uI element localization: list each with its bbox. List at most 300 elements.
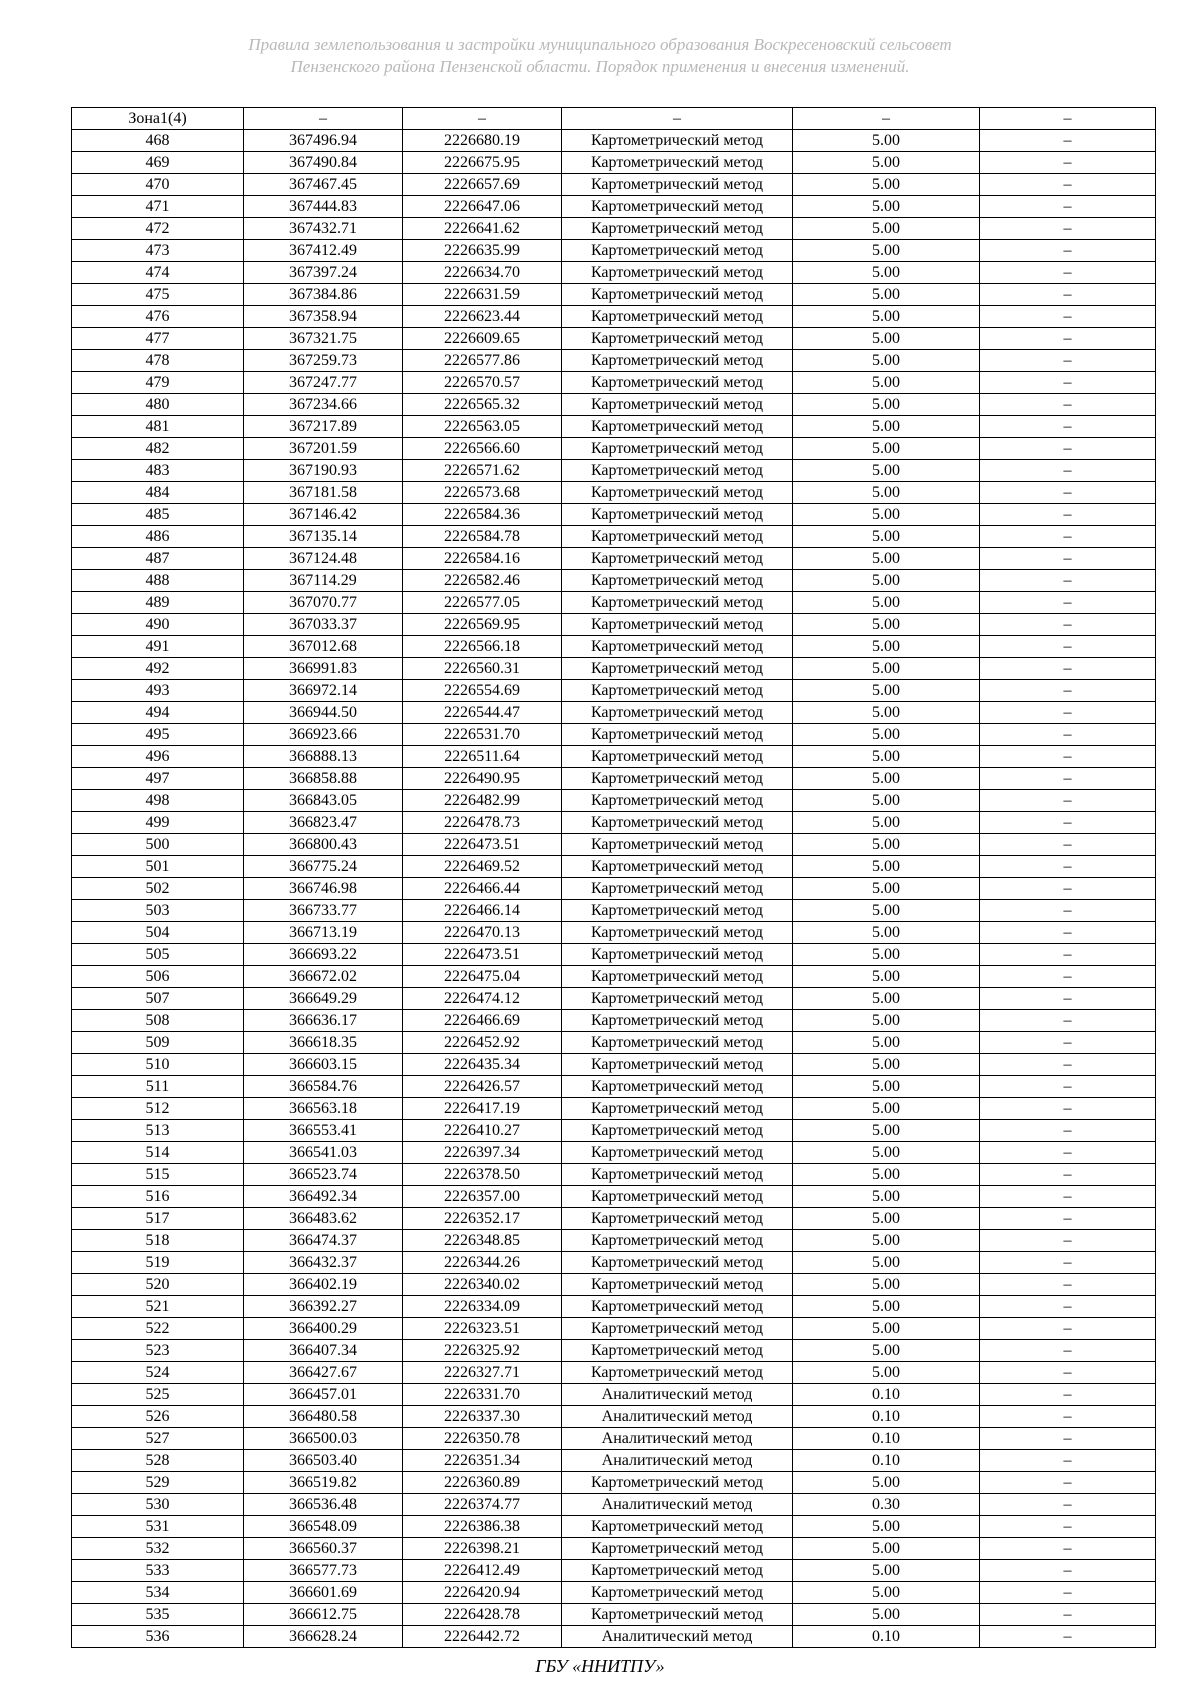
y-coordinate-cell: 2226470.13 — [403, 922, 562, 944]
y-coordinate-cell: 2226675.95 — [403, 152, 562, 174]
point-number-cell: 483 — [72, 460, 244, 482]
table-row — [72, 900, 1156, 922]
accuracy-cell: 5.00 — [793, 1208, 980, 1230]
x-coordinate-cell: 367033.37 — [244, 614, 403, 636]
accuracy-cell: 5.00 — [793, 1252, 980, 1274]
point-number-cell: 517 — [72, 1208, 244, 1230]
description-cell: – — [980, 1208, 1156, 1230]
method-cell: Картометрический метод — [562, 438, 793, 460]
table-row — [72, 1450, 1156, 1472]
accuracy-cell: – — [793, 108, 980, 130]
x-coordinate-cell: 367114.29 — [244, 570, 403, 592]
description-cell: – — [980, 724, 1156, 746]
point-number-cell: 494 — [72, 702, 244, 724]
accuracy-cell: 5.00 — [793, 328, 980, 350]
description-cell: – — [980, 1582, 1156, 1604]
point-number-cell: 472 — [72, 218, 244, 240]
method-cell: Картометрический метод — [562, 592, 793, 614]
point-number-cell: 505 — [72, 944, 244, 966]
x-coordinate-cell: 366775.24 — [244, 856, 403, 878]
x-coordinate-cell: 366603.15 — [244, 1054, 403, 1076]
point-number-cell: 506 — [72, 966, 244, 988]
description-cell: – — [980, 306, 1156, 328]
table-row — [72, 196, 1156, 218]
y-coordinate-cell: 2226544.47 — [403, 702, 562, 724]
x-coordinate-cell: 367412.49 — [244, 240, 403, 262]
method-cell: Картометрический метод — [562, 1538, 793, 1560]
table-row — [72, 768, 1156, 790]
accuracy-cell: 5.00 — [793, 746, 980, 768]
x-coordinate-cell: 367397.24 — [244, 262, 403, 284]
method-cell: Картометрический метод — [562, 196, 793, 218]
header-line-1: Правила землепользования и застройки муниципального образования Воскресеновский сельсовет — [248, 35, 952, 54]
method-cell: Картометрический метод — [562, 240, 793, 262]
description-cell: – — [980, 526, 1156, 548]
table-row — [72, 1362, 1156, 1384]
y-coordinate-cell: 2226641.62 — [403, 218, 562, 240]
description-cell: – — [980, 1296, 1156, 1318]
table-row — [72, 1472, 1156, 1494]
description-cell: – — [980, 284, 1156, 306]
description-cell: – — [980, 636, 1156, 658]
accuracy-cell: 5.00 — [793, 504, 980, 526]
x-coordinate-cell: 366713.19 — [244, 922, 403, 944]
method-cell: Картометрический метод — [562, 966, 793, 988]
method-cell: Картометрический метод — [562, 614, 793, 636]
table-row — [72, 350, 1156, 372]
y-coordinate-cell: 2226623.44 — [403, 306, 562, 328]
method-cell: Аналитический метод — [562, 1450, 793, 1472]
point-number-cell: 492 — [72, 658, 244, 680]
point-number-cell: 535 — [72, 1604, 244, 1626]
method-cell: Картометрический метод — [562, 1274, 793, 1296]
accuracy-cell: 5.00 — [793, 636, 980, 658]
table-row — [72, 1582, 1156, 1604]
method-cell: Картометрический метод — [562, 702, 793, 724]
accuracy-cell: 5.00 — [793, 988, 980, 1010]
point-number-cell: 532 — [72, 1538, 244, 1560]
table-row — [72, 394, 1156, 416]
method-cell: Картометрический метод — [562, 328, 793, 350]
x-coordinate-cell: 366541.03 — [244, 1142, 403, 1164]
accuracy-cell: 5.00 — [793, 614, 980, 636]
description-cell: – — [980, 548, 1156, 570]
accuracy-cell: 5.00 — [793, 1010, 980, 1032]
table-row — [72, 1560, 1156, 1582]
point-number-cell: 503 — [72, 900, 244, 922]
x-coordinate-cell: 366474.37 — [244, 1230, 403, 1252]
accuracy-cell: 5.00 — [793, 1318, 980, 1340]
table-row — [72, 1406, 1156, 1428]
y-coordinate-cell: 2226417.19 — [403, 1098, 562, 1120]
point-number-cell: 528 — [72, 1450, 244, 1472]
x-coordinate-cell: 367384.86 — [244, 284, 403, 306]
description-cell: – — [980, 1186, 1156, 1208]
table-row — [72, 1142, 1156, 1164]
point-number-cell: 476 — [72, 306, 244, 328]
point-number-cell: 484 — [72, 482, 244, 504]
point-number-cell: 531 — [72, 1516, 244, 1538]
point-number-cell: 486 — [72, 526, 244, 548]
method-cell: Картометрический метод — [562, 922, 793, 944]
method-cell: Картометрический метод — [562, 1142, 793, 1164]
x-coordinate-cell: 366823.47 — [244, 812, 403, 834]
x-coordinate-cell: 367135.14 — [244, 526, 403, 548]
y-coordinate-cell: 2226378.50 — [403, 1164, 562, 1186]
method-cell: Картометрический метод — [562, 306, 793, 328]
table-row — [72, 1428, 1156, 1450]
accuracy-cell: 5.00 — [793, 1098, 980, 1120]
table-row — [72, 306, 1156, 328]
x-coordinate-cell: 366400.29 — [244, 1318, 403, 1340]
point-number-cell: 502 — [72, 878, 244, 900]
description-cell: – — [980, 1164, 1156, 1186]
accuracy-cell: 5.00 — [793, 1120, 980, 1142]
point-number-cell: 488 — [72, 570, 244, 592]
point-number-cell: 479 — [72, 372, 244, 394]
y-coordinate-cell: 2226357.00 — [403, 1186, 562, 1208]
y-coordinate-cell: 2226584.36 — [403, 504, 562, 526]
y-coordinate-cell: 2226397.34 — [403, 1142, 562, 1164]
description-cell: – — [980, 174, 1156, 196]
point-number-cell: 499 — [72, 812, 244, 834]
accuracy-cell: 5.00 — [793, 966, 980, 988]
accuracy-cell: 5.00 — [793, 702, 980, 724]
point-number-cell: 500 — [72, 834, 244, 856]
method-cell: Картометрический метод — [562, 658, 793, 680]
table-row — [72, 1626, 1156, 1648]
method-cell: Картометрический метод — [562, 1054, 793, 1076]
accuracy-cell: 5.00 — [793, 218, 980, 240]
x-coordinate-cell: 367321.75 — [244, 328, 403, 350]
y-coordinate-cell: 2226631.59 — [403, 284, 562, 306]
y-coordinate-cell: 2226351.34 — [403, 1450, 562, 1472]
method-cell: Картометрический метод — [562, 394, 793, 416]
point-number-cell: 513 — [72, 1120, 244, 1142]
method-cell: Картометрический метод — [562, 1318, 793, 1340]
method-cell: Картометрический метод — [562, 504, 793, 526]
table-row — [72, 790, 1156, 812]
accuracy-cell: 5.00 — [793, 196, 980, 218]
x-coordinate-cell: 366483.62 — [244, 1208, 403, 1230]
point-number-cell: 511 — [72, 1076, 244, 1098]
x-coordinate-cell: 366628.24 — [244, 1626, 403, 1648]
point-number-cell: 487 — [72, 548, 244, 570]
accuracy-cell: 5.00 — [793, 768, 980, 790]
accuracy-cell: 5.00 — [793, 1054, 980, 1076]
y-coordinate-cell: 2226442.72 — [403, 1626, 562, 1648]
point-number-cell: 516 — [72, 1186, 244, 1208]
y-coordinate-cell: 2226386.38 — [403, 1516, 562, 1538]
method-cell: Картометрический метод — [562, 152, 793, 174]
method-cell: Картометрический метод — [562, 1252, 793, 1274]
x-coordinate-cell: 366500.03 — [244, 1428, 403, 1450]
point-number-cell: 478 — [72, 350, 244, 372]
description-cell: – — [980, 482, 1156, 504]
point-number-cell: 485 — [72, 504, 244, 526]
point-number-cell: 533 — [72, 1560, 244, 1582]
method-cell: Картометрический метод — [562, 1560, 793, 1582]
accuracy-cell: 5.00 — [793, 1604, 980, 1626]
accuracy-cell: 5.00 — [793, 1472, 980, 1494]
y-coordinate-cell: 2226374.77 — [403, 1494, 562, 1516]
description-cell: – — [980, 1098, 1156, 1120]
y-coordinate-cell: 2226474.12 — [403, 988, 562, 1010]
x-coordinate-cell: 366432.37 — [244, 1252, 403, 1274]
table-row — [72, 1340, 1156, 1362]
y-coordinate-cell: 2226352.17 — [403, 1208, 562, 1230]
accuracy-cell: 5.00 — [793, 284, 980, 306]
x-coordinate-cell: 366800.43 — [244, 834, 403, 856]
method-cell: Картометрический метод — [562, 834, 793, 856]
y-coordinate-cell: 2226657.69 — [403, 174, 562, 196]
table-row — [72, 680, 1156, 702]
y-coordinate-cell: 2226565.32 — [403, 394, 562, 416]
method-cell: Картометрический метод — [562, 130, 793, 152]
y-coordinate-cell: 2226350.78 — [403, 1428, 562, 1450]
method-cell: Картометрический метод — [562, 636, 793, 658]
x-coordinate-cell: 367259.73 — [244, 350, 403, 372]
x-coordinate-cell: 366392.27 — [244, 1296, 403, 1318]
y-coordinate-cell: 2226420.94 — [403, 1582, 562, 1604]
description-cell: – — [980, 1362, 1156, 1384]
table-row — [72, 592, 1156, 614]
y-coordinate-cell: 2226473.51 — [403, 834, 562, 856]
page-footer: ГБУ «ННИТПУ» — [535, 1656, 665, 1676]
method-cell: Картометрический метод — [562, 482, 793, 504]
y-coordinate-cell: 2226634.70 — [403, 262, 562, 284]
accuracy-cell: 5.00 — [793, 1560, 980, 1582]
description-cell: – — [980, 1516, 1156, 1538]
x-coordinate-cell: 366972.14 — [244, 680, 403, 702]
point-number-cell: 520 — [72, 1274, 244, 1296]
coordinates-table-body — [72, 108, 1156, 1648]
table-row — [72, 1252, 1156, 1274]
description-cell: – — [980, 1406, 1156, 1428]
description-cell: – — [980, 328, 1156, 350]
method-cell: Картометрический метод — [562, 1516, 793, 1538]
y-coordinate-cell: 2226398.21 — [403, 1538, 562, 1560]
x-coordinate-cell: 366563.18 — [244, 1098, 403, 1120]
description-cell: – — [980, 768, 1156, 790]
description-cell: – — [980, 1274, 1156, 1296]
y-coordinate-cell: 2226584.16 — [403, 548, 562, 570]
method-cell: Аналитический метод — [562, 1428, 793, 1450]
description-cell: – — [980, 1054, 1156, 1076]
table-row — [72, 1384, 1156, 1406]
method-cell: Картометрический метод — [562, 218, 793, 240]
table-row — [72, 834, 1156, 856]
method-cell: Картометрический метод — [562, 284, 793, 306]
point-number-cell: 475 — [72, 284, 244, 306]
point-number-cell: 470 — [72, 174, 244, 196]
description-cell: – — [980, 1384, 1156, 1406]
method-cell: Картометрический метод — [562, 372, 793, 394]
description-cell: – — [980, 570, 1156, 592]
description-cell: – — [980, 1560, 1156, 1582]
point-number-cell: 509 — [72, 1032, 244, 1054]
table-row — [72, 548, 1156, 570]
table-row — [72, 878, 1156, 900]
x-coordinate-cell: 366636.17 — [244, 1010, 403, 1032]
accuracy-cell: 5.00 — [793, 1516, 980, 1538]
method-cell: Картометрический метод — [562, 812, 793, 834]
description-cell: – — [980, 922, 1156, 944]
description-cell: – — [980, 1142, 1156, 1164]
description-cell: – — [980, 944, 1156, 966]
y-coordinate-cell: 2226360.89 — [403, 1472, 562, 1494]
accuracy-cell: 5.00 — [793, 856, 980, 878]
accuracy-cell: 5.00 — [793, 944, 980, 966]
table-row — [72, 1274, 1156, 1296]
method-cell: Аналитический метод — [562, 1384, 793, 1406]
method-cell: Картометрический метод — [562, 1340, 793, 1362]
y-coordinate-cell: 2226511.64 — [403, 746, 562, 768]
accuracy-cell: 5.00 — [793, 790, 980, 812]
description-cell: – — [980, 262, 1156, 284]
x-coordinate-cell: 366923.66 — [244, 724, 403, 746]
y-coordinate-cell: 2226573.68 — [403, 482, 562, 504]
point-number-cell: 489 — [72, 592, 244, 614]
y-coordinate-cell: 2226452.92 — [403, 1032, 562, 1054]
method-cell: – — [562, 108, 793, 130]
y-coordinate-cell: 2226582.46 — [403, 570, 562, 592]
point-number-cell: 491 — [72, 636, 244, 658]
table-row — [72, 1164, 1156, 1186]
description-cell: – — [980, 834, 1156, 856]
y-coordinate-cell: 2226584.78 — [403, 526, 562, 548]
method-cell: Аналитический метод — [562, 1406, 793, 1428]
accuracy-cell: 5.00 — [793, 1032, 980, 1054]
method-cell: Аналитический метод — [562, 1494, 793, 1516]
x-coordinate-cell: 366560.37 — [244, 1538, 403, 1560]
point-number-cell: 481 — [72, 416, 244, 438]
y-coordinate-cell: 2226331.70 — [403, 1384, 562, 1406]
x-coordinate-cell: – — [244, 108, 403, 130]
x-coordinate-cell: 366612.75 — [244, 1604, 403, 1626]
y-coordinate-cell: 2226466.69 — [403, 1010, 562, 1032]
point-number-cell: 521 — [72, 1296, 244, 1318]
x-coordinate-cell: 366746.98 — [244, 878, 403, 900]
accuracy-cell: 5.00 — [793, 658, 980, 680]
x-coordinate-cell: 366944.50 — [244, 702, 403, 724]
x-coordinate-cell: 367070.77 — [244, 592, 403, 614]
y-coordinate-cell: 2226571.62 — [403, 460, 562, 482]
y-coordinate-cell: 2226473.51 — [403, 944, 562, 966]
point-number-cell: 514 — [72, 1142, 244, 1164]
description-cell: – — [980, 196, 1156, 218]
x-coordinate-cell: 366649.29 — [244, 988, 403, 1010]
table-row — [72, 922, 1156, 944]
method-cell: Картометрический метод — [562, 1076, 793, 1098]
table-row — [72, 152, 1156, 174]
point-number-cell: 495 — [72, 724, 244, 746]
x-coordinate-cell: 366858.88 — [244, 768, 403, 790]
y-coordinate-cell: 2226478.73 — [403, 812, 562, 834]
y-coordinate-cell: 2226647.06 — [403, 196, 562, 218]
y-coordinate-cell: 2226577.86 — [403, 350, 562, 372]
description-cell: – — [980, 746, 1156, 768]
y-coordinate-cell: 2226466.14 — [403, 900, 562, 922]
y-coordinate-cell: 2226435.34 — [403, 1054, 562, 1076]
x-coordinate-cell: 367181.58 — [244, 482, 403, 504]
x-coordinate-cell: 366480.58 — [244, 1406, 403, 1428]
y-coordinate-cell: 2226569.95 — [403, 614, 562, 636]
table-row — [72, 1120, 1156, 1142]
x-coordinate-cell: 366618.35 — [244, 1032, 403, 1054]
accuracy-cell: 0.30 — [793, 1494, 980, 1516]
point-number-cell: 493 — [72, 680, 244, 702]
method-cell: Картометрический метод — [562, 1362, 793, 1384]
method-cell: Картометрический метод — [562, 944, 793, 966]
description-cell: – — [980, 1120, 1156, 1142]
accuracy-cell: 5.00 — [793, 130, 980, 152]
x-coordinate-cell: 366888.13 — [244, 746, 403, 768]
table-row — [72, 658, 1156, 680]
accuracy-cell: 5.00 — [793, 1362, 980, 1384]
y-coordinate-cell: 2226340.02 — [403, 1274, 562, 1296]
method-cell: Аналитический метод — [562, 1626, 793, 1648]
y-coordinate-cell: 2226560.31 — [403, 658, 562, 680]
x-coordinate-cell: 366492.34 — [244, 1186, 403, 1208]
page-header — [0, 34, 1200, 78]
y-coordinate-cell: 2226327.71 — [403, 1362, 562, 1384]
x-coordinate-cell: 367358.94 — [244, 306, 403, 328]
table-row — [72, 1032, 1156, 1054]
point-number-cell: 534 — [72, 1582, 244, 1604]
accuracy-cell: 5.00 — [793, 1164, 980, 1186]
method-cell: Картометрический метод — [562, 262, 793, 284]
table-row — [72, 1010, 1156, 1032]
y-coordinate-cell: 2226412.49 — [403, 1560, 562, 1582]
description-cell: – — [980, 988, 1156, 1010]
point-number-cell: 498 — [72, 790, 244, 812]
point-number-cell: 536 — [72, 1626, 244, 1648]
method-cell: Картометрический метод — [562, 548, 793, 570]
x-coordinate-cell: 367234.66 — [244, 394, 403, 416]
table-row — [72, 130, 1156, 152]
point-number-cell: 490 — [72, 614, 244, 636]
point-number-cell: 469 — [72, 152, 244, 174]
accuracy-cell: 5.00 — [793, 1582, 980, 1604]
x-coordinate-cell: 366523.74 — [244, 1164, 403, 1186]
description-cell: – — [980, 1076, 1156, 1098]
point-number-cell: 480 — [72, 394, 244, 416]
point-number-cell: 468 — [72, 130, 244, 152]
accuracy-cell: 5.00 — [793, 1538, 980, 1560]
method-cell: Картометрический метод — [562, 680, 793, 702]
point-number-cell: 504 — [72, 922, 244, 944]
point-number-cell: 524 — [72, 1362, 244, 1384]
accuracy-cell: 5.00 — [793, 812, 980, 834]
method-cell: Картометрический метод — [562, 1582, 793, 1604]
point-number-cell: 497 — [72, 768, 244, 790]
description-cell: – — [980, 856, 1156, 878]
coordinates-table — [71, 107, 1156, 1648]
description-cell: – — [980, 504, 1156, 526]
table-row — [72, 1296, 1156, 1318]
y-coordinate-cell: 2226482.99 — [403, 790, 562, 812]
description-cell: – — [980, 790, 1156, 812]
description-cell: – — [980, 460, 1156, 482]
accuracy-cell: 0.10 — [793, 1406, 980, 1428]
description-cell: – — [980, 1010, 1156, 1032]
method-cell: Картометрический метод — [562, 1472, 793, 1494]
description-cell: – — [980, 416, 1156, 438]
x-coordinate-cell: 366519.82 — [244, 1472, 403, 1494]
description-cell: – — [980, 1450, 1156, 1472]
accuracy-cell: 5.00 — [793, 548, 980, 570]
